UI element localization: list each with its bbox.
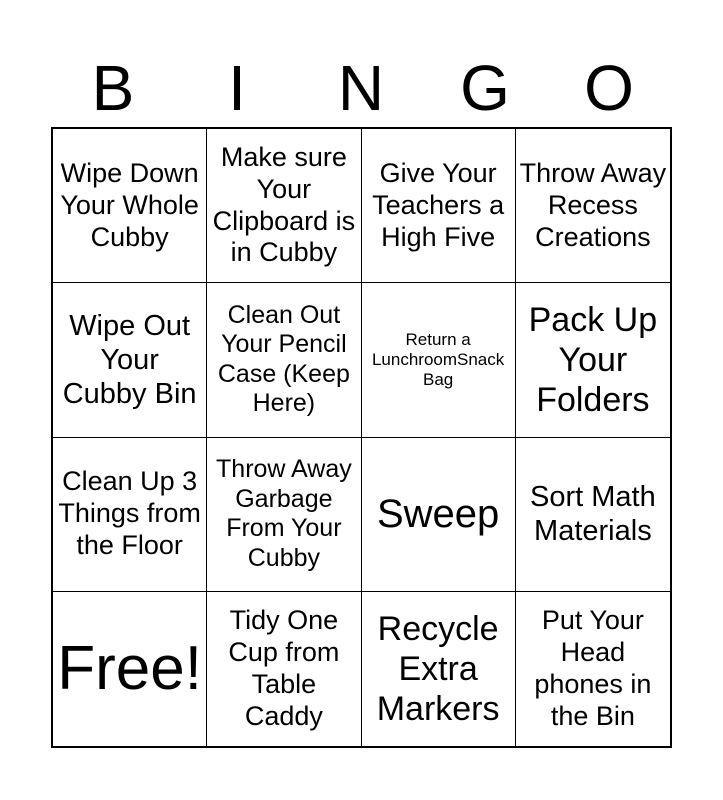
cell-text: Give Your Teachers a High Five [372,157,505,252]
header-letter-g: G [460,52,510,124]
cell-text: Throw Away Garbage From Your Cubby [216,455,352,572]
cell-text: Put Your Head phones in the Bin [534,605,652,731]
bingo-cell-r3c4[interactable] [516,438,670,592]
bingo-cell-r2c1[interactable] [53,283,207,437]
bingo-cell-r4c4[interactable] [516,592,670,746]
cell-text: Return a LunchroomSnack Bag [371,329,505,389]
cell-text: Sweep [376,491,500,536]
bingo-board [51,127,672,748]
header-letter-n: N [337,52,385,124]
cell-text: Pack Up Your Folders [528,300,658,419]
cell-text: Wipe Down Your Whole Cubby [60,157,199,252]
bingo-cell-r1c4[interactable] [516,129,670,283]
cell-text: Make sure Your Clipboard is in Cubby [212,141,356,268]
bingo-cell-r2c2[interactable] [207,283,361,437]
cell-text: Clean Out Your Pencil Case (Keep Here) [217,300,350,418]
cell-text: Sort Math Materials [530,480,656,548]
bingo-cell-r4c2[interactable] [207,592,361,746]
cell-text: Throw Away Recess Creations [519,157,667,252]
bingo-cell-r4c3[interactable] [362,592,516,746]
header-letter-i: I [228,52,246,124]
bingo-cell-r3c1[interactable] [53,438,207,592]
cell-text: Free! [57,634,202,704]
header-letter-o: O [584,52,634,124]
cell-text: Wipe Out Your Cubby Bin [62,309,197,410]
cell-text: Recycle Extra Markers [376,609,500,728]
bingo-cell-r1c1[interactable] [53,129,207,283]
bingo-cell-r3c2[interactable] [207,438,361,592]
bingo-header [51,48,671,128]
cell-text: Clean Up 3 Things from the Floor [58,466,201,561]
header-letter-b: B [91,52,135,124]
bingo-cell-r4c1[interactable] [53,592,207,746]
bingo-cell-r1c3[interactable] [362,129,516,283]
bingo-cell-r3c3[interactable] [362,438,516,592]
cell-text: Tidy One Cup from Table Caddy [228,605,340,731]
bingo-cell-r1c2[interactable] [207,129,361,283]
bingo-cell-r2c3[interactable] [362,283,516,437]
bingo-cell-r2c4[interactable] [516,283,670,437]
